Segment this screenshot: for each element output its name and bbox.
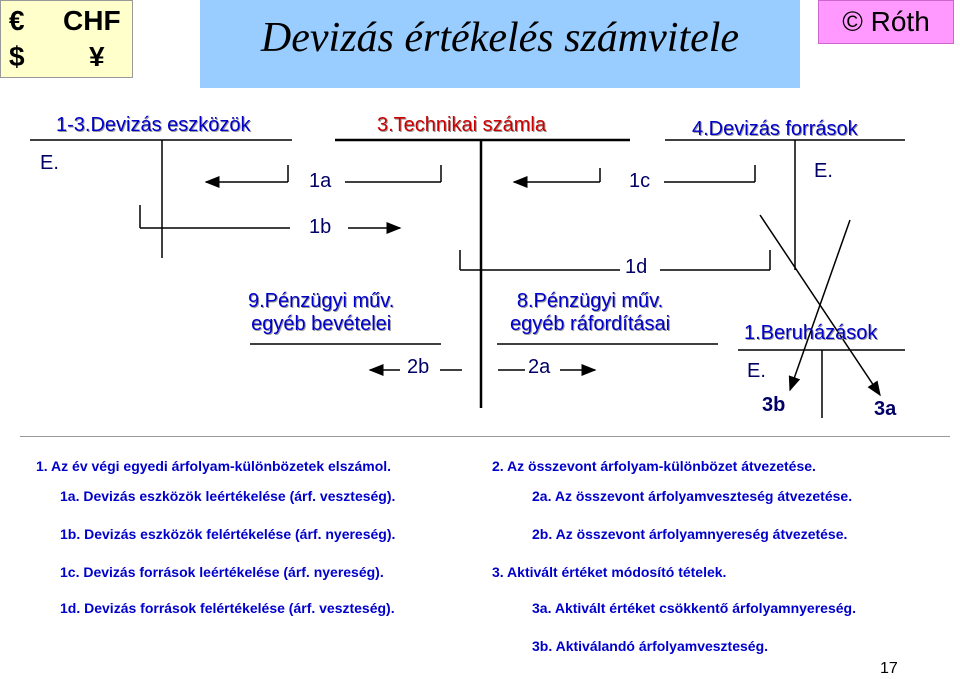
label-e-investments: E. [747,360,766,382]
account-fin-income: 9.Pénzügyi műv. egyéb bevételei [248,290,395,335]
legend-right-1: 2a. Az összevont árfolyamveszteség átvezetése. [532,488,853,504]
legend-right-5: 3b. Aktiválandó árfolyamveszteség. [532,638,769,654]
account-assets: 1-3.Devizás eszközök [56,114,251,136]
legend-left-2: 1b. Devizás eszközök felértékelése (árf. nyereség). [60,526,396,542]
label-e-liabilities: E. [814,160,833,182]
dollar-symbol: $ [9,41,25,72]
label-1d: 1d [625,256,648,278]
page-title: Devizás értékelés számvitele [260,15,740,61]
author-label: © Róth [842,6,930,37]
account-fin-expense: 8.Pénzügyi műv. egyéb ráfordításai [510,290,671,335]
account-investments: 1.Beruházások [744,322,878,344]
euro-symbol: € [9,5,25,36]
label-2b: 2b [407,356,430,378]
legend-right-3: 3. Aktivált értéket módosító tételek. [492,564,727,580]
label-3a: 3a [874,398,897,420]
label-e-assets: E. [40,152,59,174]
account-technical: 3.Technikai számla [377,114,546,136]
chf-symbol: CHF [63,5,121,36]
page-number: 17 [880,660,898,677]
label-1a: 1a [309,170,332,192]
label-1c: 1c [629,170,651,192]
label-1b: 1b [309,216,332,238]
legend-left-3: 1c. Devizás források leértékelése (árf. nyereség). [60,564,384,580]
label-3b: 3b [762,394,786,416]
legend-right-0: 2. Az összevont árfolyam-különbözet átvezetése. [492,458,816,474]
legend-right-2: 2b. Az összevont árfolyamnyereség átvezetése. [532,526,848,542]
legend-left-4: 1d. Devizás források felértékelése (árf. veszteség). [60,600,395,616]
yen-symbol: ¥ [89,41,105,72]
legend-right-4: 3a. Aktivált értéket csökkentő árfolyamnyereség. [532,600,856,616]
label-2a: 2a [528,356,551,378]
legend-left-1: 1a. Devizás eszközök leértékelése (árf. veszteség). [60,488,396,504]
legend-left-0: 1. Az év végi egyedi árfolyam-különbözetek elszámol. [36,458,392,474]
arrow-3a [760,215,880,395]
account-liabilities: 4.Devizás források [692,118,858,140]
